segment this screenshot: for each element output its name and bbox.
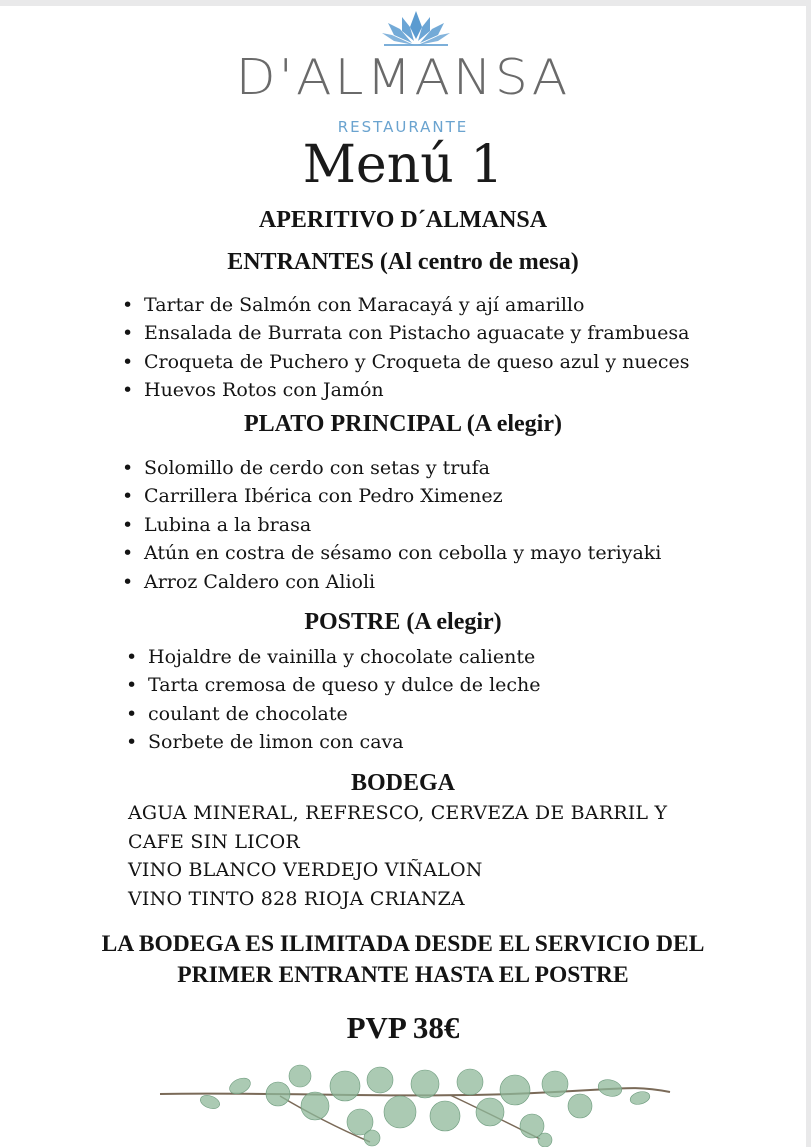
bodega-line: VINO BLANCO VERDEJO VIÑALON	[128, 859, 483, 882]
eucalyptus-garland	[150, 1054, 680, 1147]
bullet-icon: •	[126, 646, 138, 668]
bullet-icon: •	[122, 457, 134, 479]
entrantes-heading: ENTRANTES (Al centro de mesa)	[227, 249, 579, 275]
menu-page	[0, 6, 806, 1147]
bullet-icon: •	[126, 702, 138, 725]
bullet-icon: •	[126, 731, 138, 754]
list-item: • Hojaldre de vainilla y chocolate caliente	[126, 643, 541, 671]
list-item: • Tartar de Salmón con Maracayá y ají amarillo	[122, 291, 689, 319]
list-item: • Huevos Rotos con Jamón	[122, 376, 689, 404]
list-item: • Sorbete de limon con cava	[126, 728, 541, 756]
aperitivo-heading: APERITIVO D´ALMANSA	[258, 207, 548, 233]
postre-list	[126, 643, 541, 757]
bodega-list	[128, 799, 667, 913]
principal-list	[122, 454, 661, 596]
bullet-icon: •	[122, 379, 134, 402]
bodega-notice: LA BODEGA ES ILIMITADA DESDE EL SERVICIO DEL PRIMER ENTRANTE HASTA EL POSTRE	[101, 931, 705, 988]
bullet-icon: •	[122, 570, 134, 593]
list-item: • Carrillera Ibérica con Pedro Ximenez	[122, 482, 661, 510]
price: PVP 38€	[346, 1010, 460, 1045]
postre-heading: POSTRE (A elegir)	[304, 609, 502, 635]
list-item: • Croqueta de Puchero y Croqueta de queso azul y nueces	[122, 348, 689, 376]
list-item: • Ensalada de Burrata con Pistacho aguacate y frambuesa	[122, 319, 689, 347]
list-item: • Tarta cremosa de queso y dulce de leche	[126, 671, 541, 699]
list-item: • coulant de chocolate	[126, 700, 541, 728]
list-item: • Arroz Caldero con Alioli	[122, 568, 661, 596]
menu-title: Menú 1	[302, 135, 504, 195]
bullet-icon: •	[122, 294, 134, 316]
list-item: • Lubina a la brasa	[122, 511, 661, 539]
brand-subtitle: RESTAURANTE	[337, 118, 469, 136]
bodega-heading: BODEGA	[350, 770, 455, 796]
bullet-icon: •	[122, 350, 134, 373]
bullet-icon: •	[122, 485, 134, 508]
entrantes-list	[122, 291, 689, 405]
brand-name: D'ALMANSA	[235, 49, 571, 107]
bullet-icon: •	[122, 322, 134, 345]
principal-heading: PLATO PRINCIPAL (A elegir)	[244, 411, 562, 437]
list-item: • Solomillo de cerdo con setas y trufa	[122, 454, 661, 482]
bullet-icon: •	[122, 542, 134, 565]
bullet-icon: •	[122, 513, 134, 536]
bullet-icon: •	[126, 674, 138, 697]
bodega-line: AGUA MINERAL, REFRESCO, CERVEZA DE BARRIL Y	[128, 802, 668, 824]
bodega-line: CAFE SIN LICOR	[128, 830, 300, 853]
list-item: • Atún en costra de sésamo con cebolla y mayo teriyaki	[122, 539, 661, 567]
lotus-icon	[380, 9, 452, 47]
bodega-line: VINO TINTO 828 RIOJA CRIANZA	[128, 887, 465, 910]
